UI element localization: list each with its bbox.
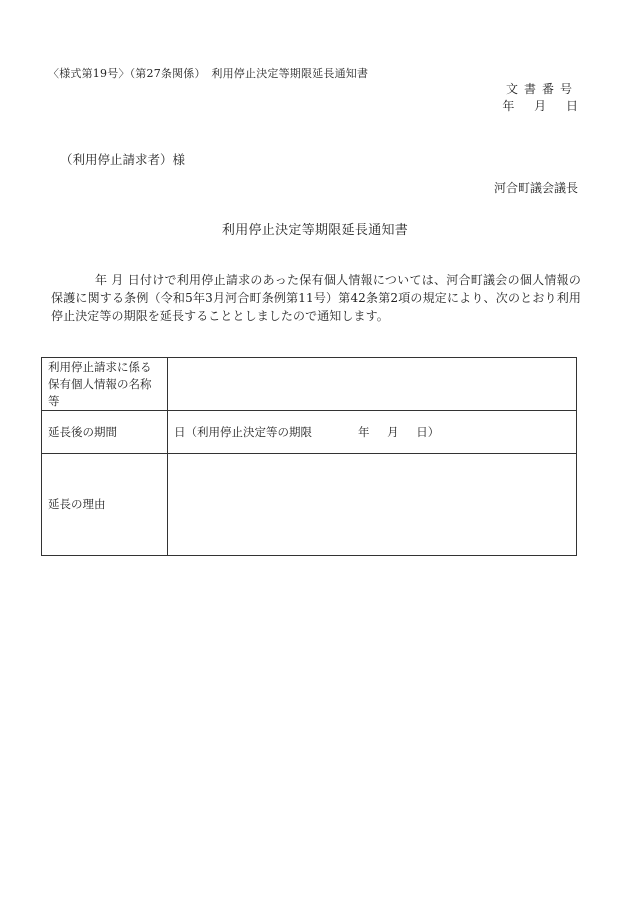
addressee: （利用停止請求者）様 <box>60 152 186 167</box>
document-number: 文書番号 <box>505 82 578 96</box>
form-label: 〈様式第19号〉（第27条関係） 利用停止決定等期限延長通知書 <box>48 67 369 80</box>
info-table <box>41 357 577 556</box>
table-row <box>42 411 577 454</box>
table-row <box>42 358 577 411</box>
extension-reason-label: 延長の理由 <box>42 454 168 556</box>
info-name-value <box>168 358 577 411</box>
body-paragraph: 年 月 日付けで利用停止請求のあった保有個人情報については、河合町議会の個人情報の保護に関する条例（令和5年3月河合町条例第11号）第42条第2項の規定により、次のとおり利用停止決定等の期限を延長することとしましたので通知します。 <box>51 273 581 323</box>
info-name-label: 利用停止請求に係る保有個人情報の名称等 <box>42 358 168 411</box>
period-suffix: 年 月 日） <box>358 425 440 439</box>
sender: 河合町議会議長 <box>493 181 578 195</box>
extension-reason-value <box>168 454 577 556</box>
issue-date: 年 月 日 <box>502 99 578 113</box>
extended-period-value <box>168 411 577 454</box>
table-row <box>42 454 577 556</box>
document-title: 利用停止決定等期限延長通知書 <box>221 223 409 238</box>
extended-period-label: 延長後の期間 <box>42 411 168 454</box>
period-prefix: 日（利用停止決定等の期限 <box>174 425 312 439</box>
